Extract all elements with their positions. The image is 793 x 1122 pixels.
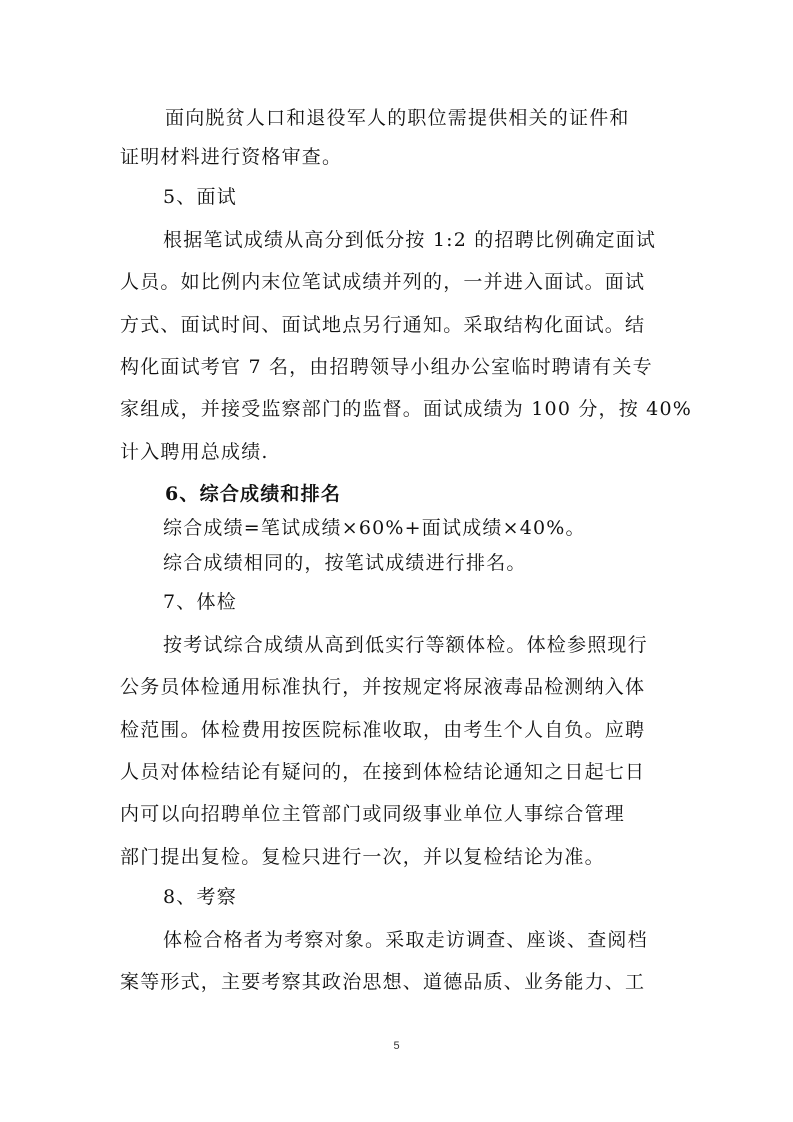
paragraph-line: 部门提出复检。复检只进行一次，并以复检结论为准。 <box>120 846 605 868</box>
paragraph-line: 证明材料进行资格审查。 <box>120 146 343 168</box>
paragraph-line: 根据笔试成绩从高分到低分按 1:2 的招聘比例确定面试 <box>163 229 657 251</box>
paragraph-line: 检范围。体检费用按医院标准收取，由考生个人自负。应聘 <box>120 719 646 741</box>
page-number: 5 <box>393 1040 400 1052</box>
paragraph-line: 人员对体检结论有疑问的，在接到体检结论通知之日起七日 <box>120 761 646 783</box>
paragraph-line: 案等形式，主要考察其政治思想、道德品质、业务能力、工 <box>120 971 646 993</box>
section-heading-physical-exam: 7、体检 <box>163 591 237 613</box>
paragraph-line: 按考试综合成绩从高到低实行等额体检。体检参照现行 <box>163 634 648 656</box>
paragraph-line: 内可以向招聘单位主管部门或同级事业单位人事综合管理 <box>120 803 626 825</box>
section-heading-investigation: 8、考察 <box>163 886 237 908</box>
paragraph-line: 综合成绩相同的，按笔试成绩进行排名。 <box>163 552 527 574</box>
paragraph-line: 公务员体检通用标准执行，并按规定将尿液毒品检测纳入体 <box>120 676 646 698</box>
section-heading-ranking: 6、综合成绩和排名 <box>165 483 342 505</box>
formula-line: 综合成绩=笔试成绩×60%+面试成绩×40%。 <box>163 517 586 539</box>
paragraph-line: 构化面试考官 7 名，由招聘领导小组办公室临时聘请有关专 <box>120 356 653 378</box>
paragraph-line: 体检合格者为考察对象。采取走访调查、座谈、查阅档 <box>163 929 648 951</box>
paragraph-line: 家组成，并接受监察部门的监督。面试成绩为 100 分，按 40% <box>120 398 693 420</box>
paragraph-line: 计入聘用总成绩. <box>120 441 269 463</box>
paragraph-line: 面向脱贫人口和退役军人的职位需提供相关的证件和 <box>165 107 630 129</box>
paragraph-line: 方式、面试时间、面试地点另行通知。采取结构化面试。结 <box>120 314 646 336</box>
paragraph-line: 人员。如比例内末位笔试成绩并列的，一并进入面试。面试 <box>120 271 646 293</box>
section-heading-interview: 5、面试 <box>163 186 237 208</box>
